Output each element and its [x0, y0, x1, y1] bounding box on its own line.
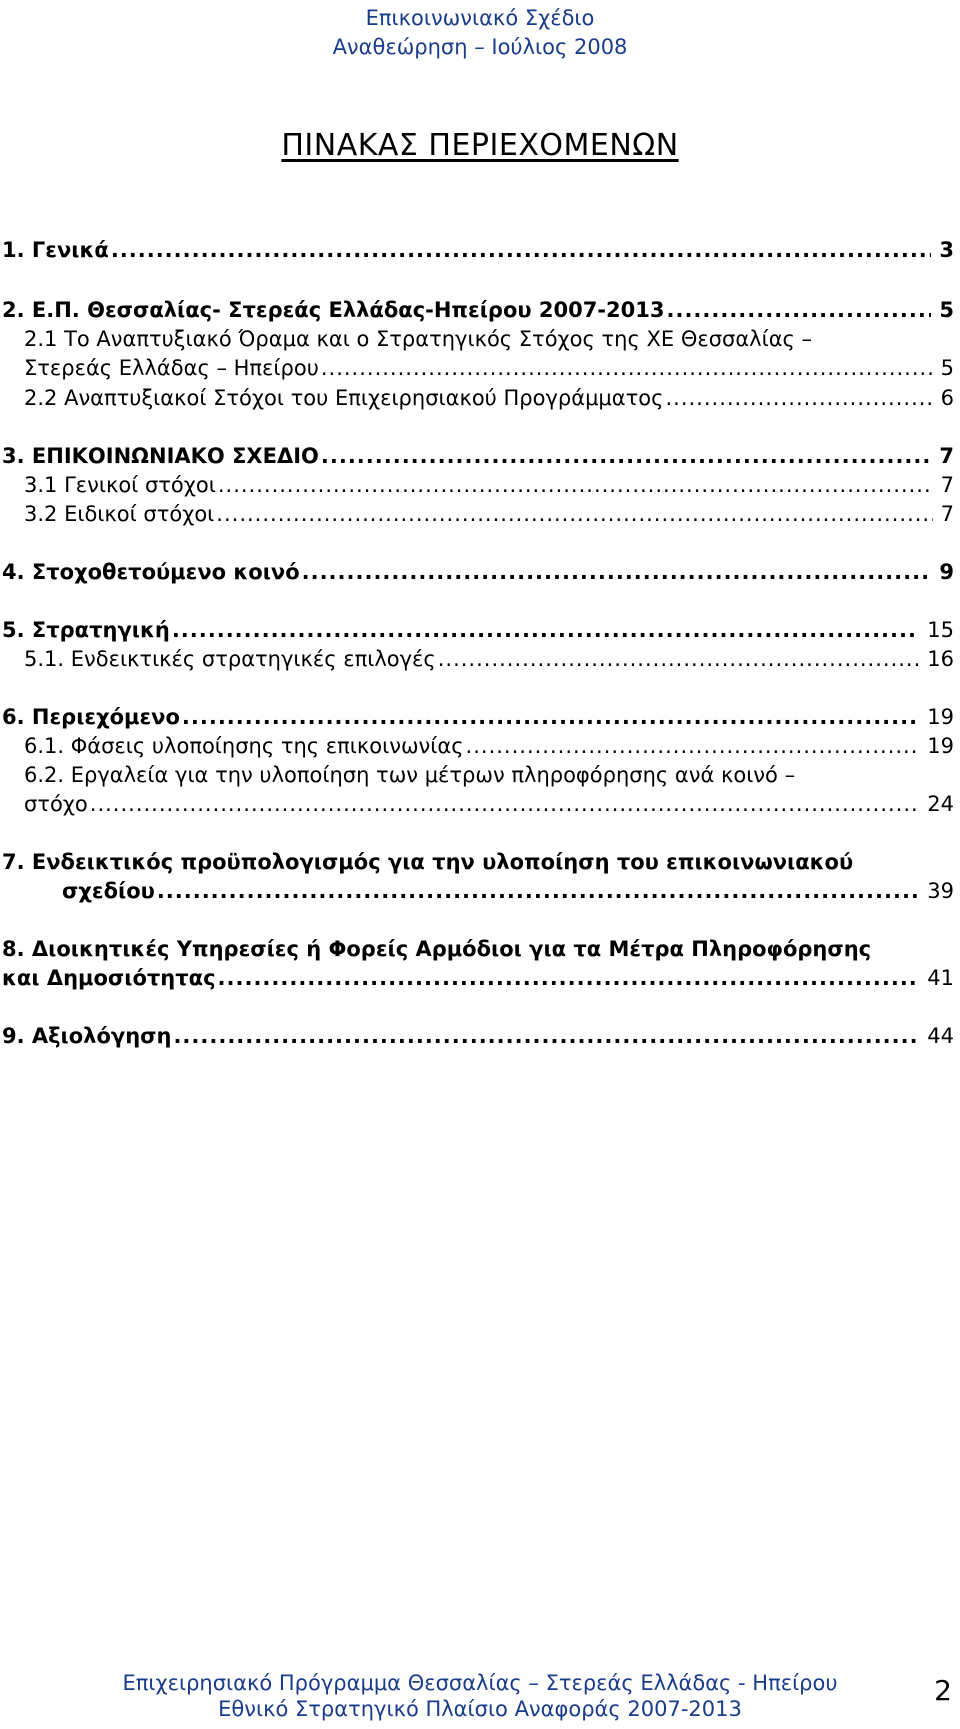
toc-entry-label: 5.1. Ενδεικτικές στρατηγικές επιλογές [24, 647, 436, 671]
toc-entry-page: 16 [927, 647, 954, 671]
toc-entry-2[interactable] [2, 296, 954, 325]
toc-leader-dots [666, 296, 931, 325]
toc-entry-page: 41 [927, 966, 954, 990]
toc-leader-dots [157, 877, 919, 906]
toc-entry-page: 24 [927, 792, 954, 816]
toc-entry-3[interactable] [2, 442, 954, 471]
toc-entry-6-2-line1[interactable]: 6.2. Εργαλεία για την υλοποίηση των μέτρων πληροφόρησης ανά κοινό – [24, 763, 796, 787]
toc-leader-dots [665, 384, 932, 413]
toc-entry-2-1[interactable] [24, 354, 954, 383]
toc-leader-dots [302, 558, 932, 587]
toc-entry-label: Στερεάς Ελλάδας – Ηπείρου [24, 356, 319, 380]
toc-entry-1[interactable] [2, 236, 954, 265]
toc-entry-page: 5 [940, 356, 954, 380]
toc-leader-dots [173, 1022, 919, 1051]
toc-entry-page: 15 [927, 618, 954, 642]
toc-entry-label: 1. Γενικά [2, 238, 109, 262]
toc-leader-dots [216, 500, 932, 529]
toc-leader-dots [218, 964, 920, 993]
toc-entry-4[interactable] [2, 558, 954, 587]
toc-entry-page: 5 [939, 298, 954, 322]
toc-entry-6-1[interactable] [24, 732, 954, 761]
toc-entry-page: 7 [940, 473, 954, 497]
page-number: 2 [934, 1674, 952, 1707]
toc-entry-label: 3.2 Ειδικοί στόχοι [24, 502, 215, 526]
toc-entry-page: 9 [939, 560, 954, 584]
header-subtitle: Αναθεώρηση – Ιούλιος 2008 [332, 35, 628, 59]
toc-entry-label: 2.2 Αναπτυξιακοί Στόχοι του Επιχειρησιακού Προγράμματος [24, 386, 664, 410]
toc-leader-dots [438, 645, 920, 674]
toc-leader-dots [172, 616, 919, 645]
toc-entry-page: 19 [927, 734, 954, 758]
toc-leader-dots [218, 471, 933, 500]
toc-entry-3-2[interactable] [24, 500, 954, 529]
toc-entry-7[interactable] [62, 877, 954, 906]
toc-leader-dots [111, 236, 932, 265]
toc-entry-2-2[interactable] [24, 384, 954, 413]
toc-entry-5-1[interactable] [24, 645, 954, 674]
toc-title: ΠΙΝΑΚΑΣ ΠΕΡΙΕΧΟΜΕΝΩΝ [281, 128, 679, 163]
toc-entry-6-2[interactable] [24, 790, 954, 819]
toc-entry-label: 5. Στρατηγική [2, 618, 170, 642]
toc-leader-dots [90, 790, 919, 819]
toc-entry-page: 44 [927, 1024, 954, 1048]
toc-entry-label: 6.1. Φάσεις υλοποίησης της επικοινωνίας [24, 734, 464, 758]
toc-entry-7-line1[interactable]: 7. Ενδεικτικός προϋπολογισμός για την υλοποίηση του επικοινωνιακού [2, 850, 854, 874]
toc-entry-label: 3.1 Γενικοί στόχοι [24, 473, 216, 497]
toc-entry-8[interactable] [2, 964, 954, 993]
toc-leader-dots [321, 354, 933, 383]
toc-entry-page: 39 [927, 879, 954, 903]
header-title: Επικοινωνιακό Σχέδιο [365, 6, 595, 30]
toc-entry-page: 7 [939, 444, 954, 468]
toc-entry-label: σχεδίου [62, 879, 155, 903]
toc-entry-label: 6. Περιεχόμενο [2, 705, 180, 729]
toc-entry-page: 3 [939, 238, 954, 262]
toc-entry-page: 7 [940, 502, 954, 526]
toc-entry-label: 4. Στοχοθετούμενο κοινό [2, 560, 300, 584]
toc-leader-dots [466, 732, 920, 761]
toc-entry-label: 9. Αξιολόγηση [2, 1024, 172, 1048]
toc-entry-5[interactable] [2, 616, 954, 645]
toc-entry-6[interactable] [2, 703, 954, 732]
toc-entry-label: 3. ΕΠΙΚΟΙΝΩΝΙΑΚΟ ΣΧΕΔΙΟ [2, 444, 319, 468]
toc-entry-8-line1[interactable]: 8. Διοικητικές Υπηρεσίες ή Φορείς Αρμόδιοι για τα Μέτρα Πληροφόρησης [2, 937, 872, 961]
footer-line-2: Εθνικό Στρατηγικό Πλαίσιο Αναφοράς 2007-2013 [218, 1697, 742, 1721]
toc-entry-label: και Δημοσιότητας [2, 966, 216, 990]
document-header [0, 0, 960, 62]
document-footer [0, 1670, 960, 1722]
toc-entry-label: στόχο [24, 792, 88, 816]
toc-entry-3-1[interactable] [24, 471, 954, 500]
toc-entry-9[interactable] [2, 1022, 954, 1051]
toc-entry-label: 2. Ε.Π. Θεσσαλίας- Στερεάς Ελλάδας-Ηπείρου 2007-2013 [2, 298, 665, 322]
toc-entry-page: 19 [927, 705, 954, 729]
footer-line-1: Επιχειρησιακό Πρόγραμμα Θεσσαλίας – Στερεάς Ελλάδας - Ηπείρου [122, 1671, 838, 1695]
toc-entry-2-1-line1[interactable]: 2.1 Το Αναπτυξιακό Όραμα και ο Στρατηγικός Στόχος της ΧΕ Θεσσαλίας – [24, 327, 813, 351]
toc-entry-page: 6 [940, 386, 954, 410]
toc-leader-dots [182, 703, 919, 732]
toc-leader-dots [321, 442, 931, 471]
